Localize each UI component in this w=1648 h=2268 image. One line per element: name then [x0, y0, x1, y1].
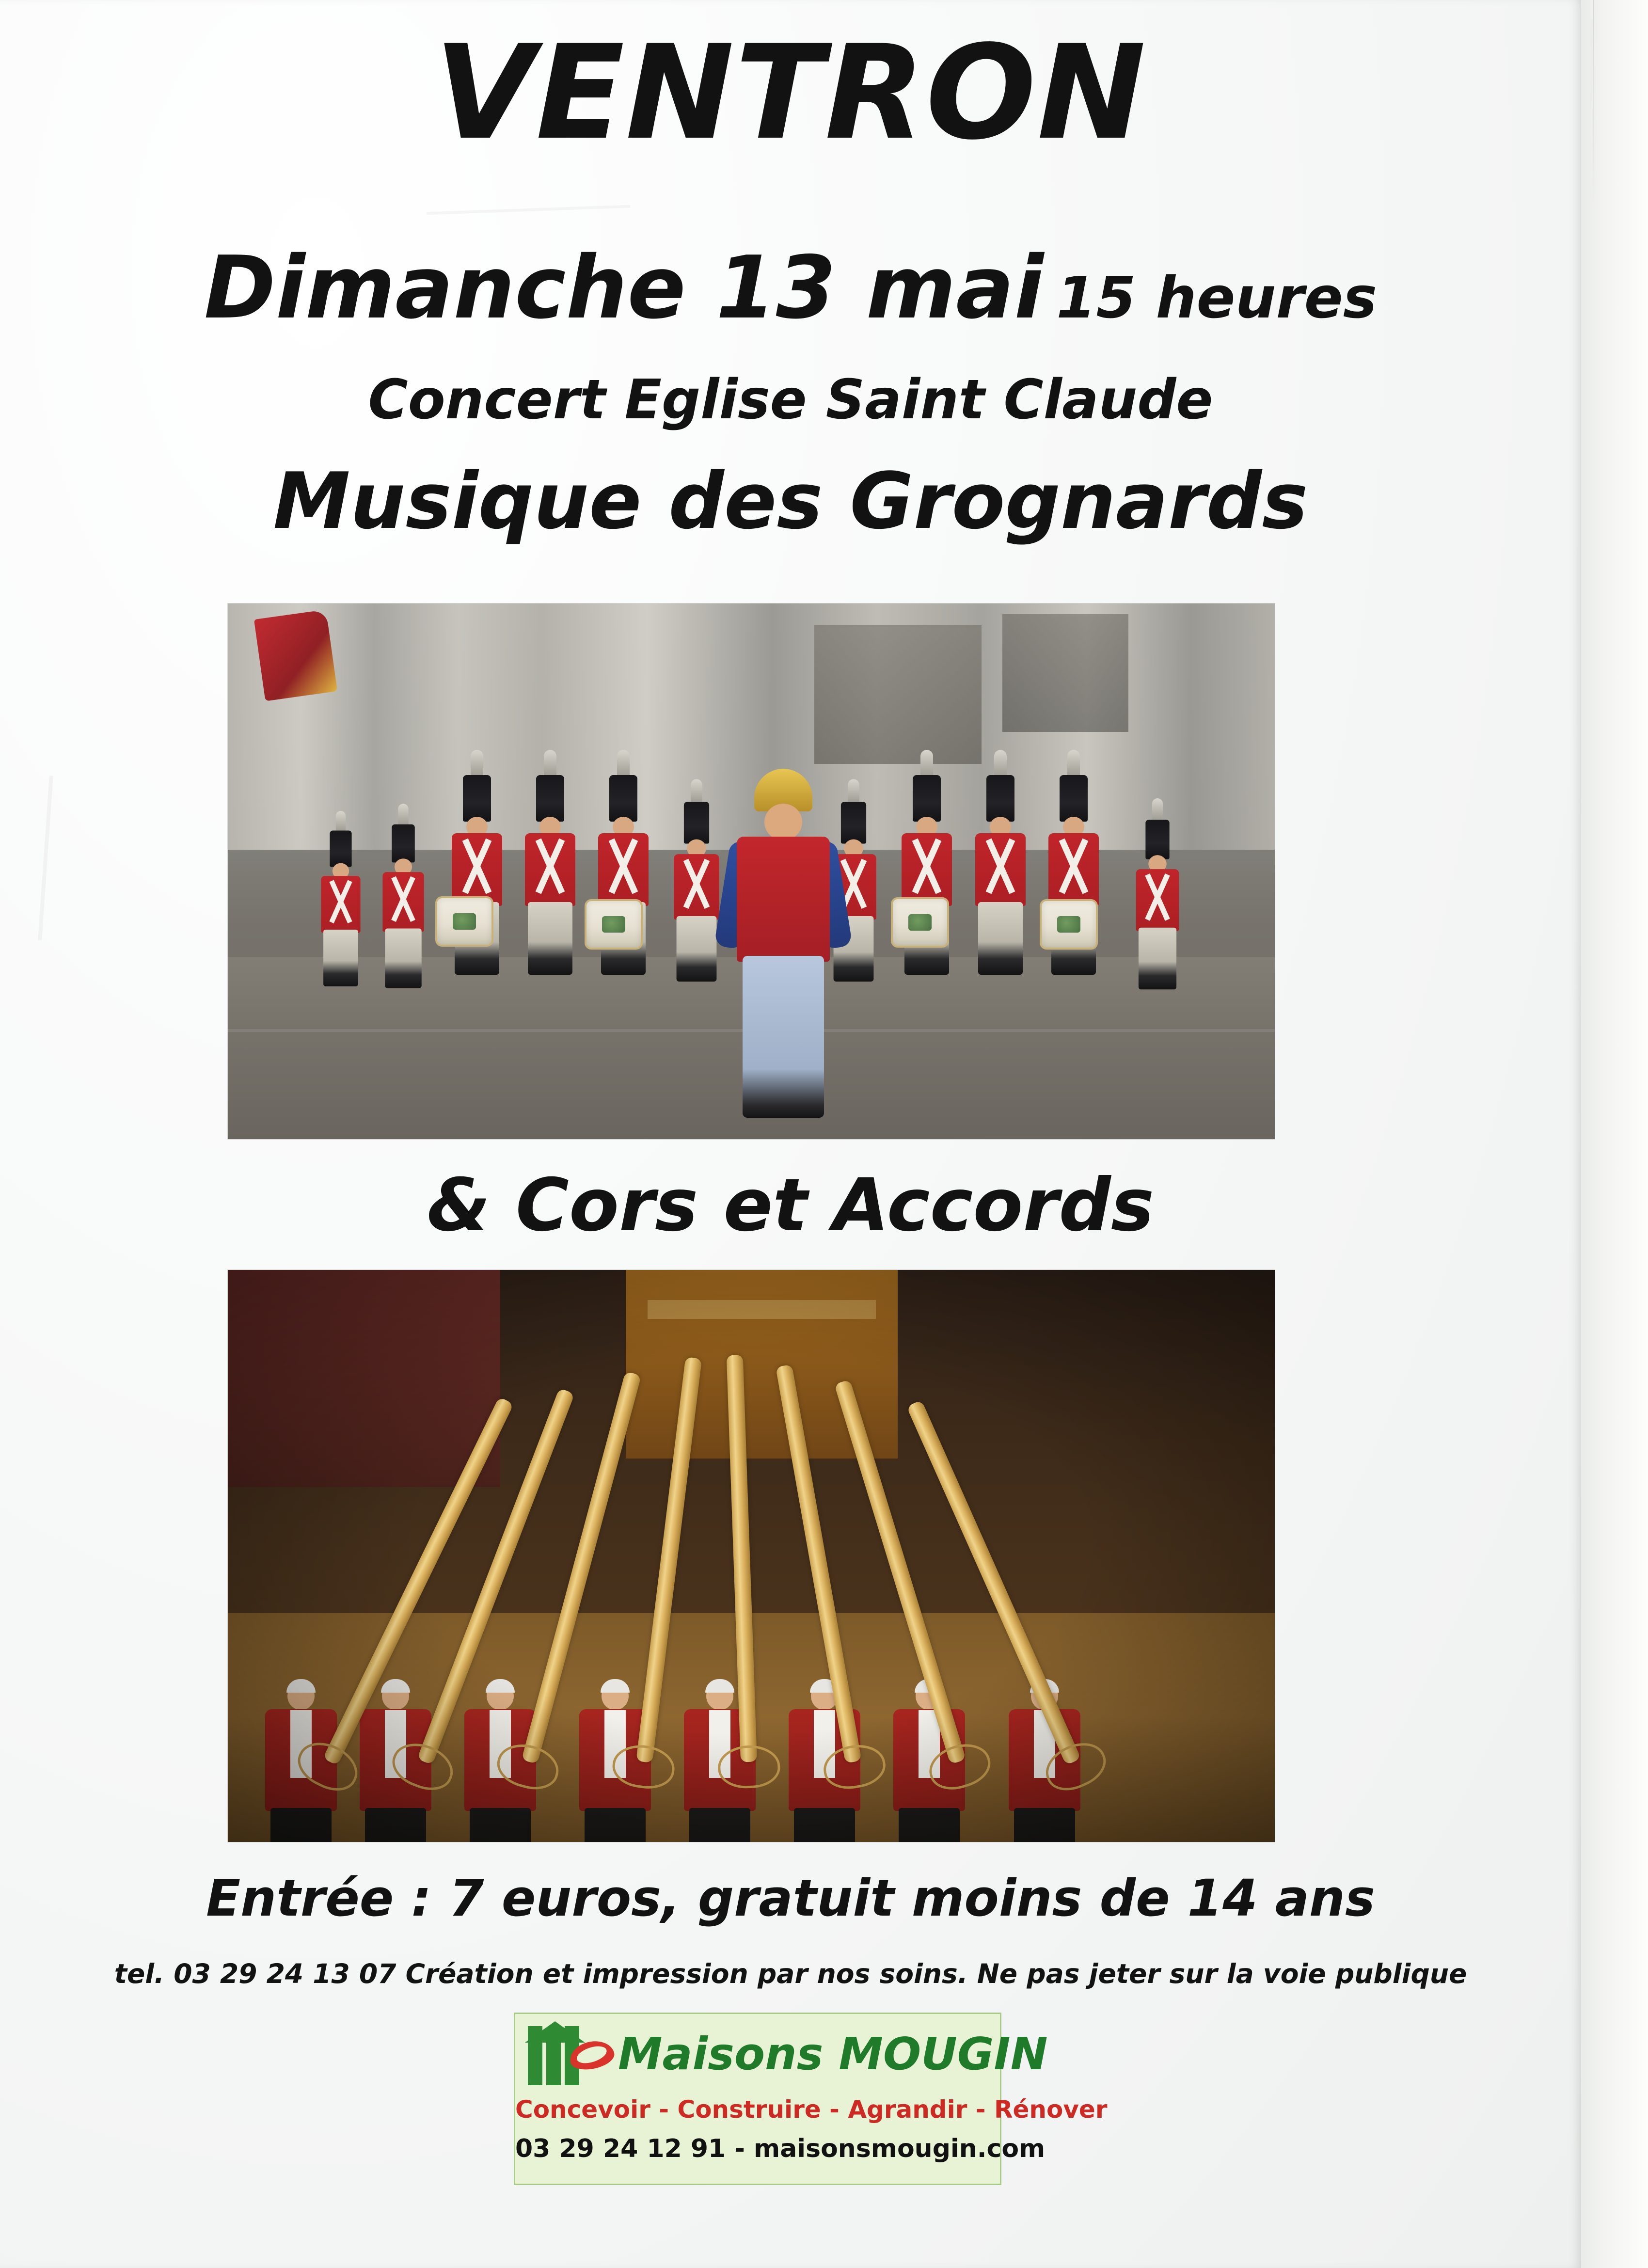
- photo-soldier: [670, 802, 723, 1091]
- house-logo-icon: [523, 2020, 615, 2088]
- photo-soldier: [448, 775, 506, 1107]
- photo-soldier: [898, 775, 956, 1107]
- band-primary-name: Musique des Grognards: [273, 456, 1308, 546]
- photo-soldier: [380, 824, 427, 1079]
- band-secondary-name: & Cors et Accords: [427, 1163, 1155, 1248]
- event-date-line: [0, 238, 1581, 338]
- photo-soldier: [1133, 820, 1182, 1084]
- photo-band-leader: [725, 769, 841, 1118]
- photo-fanfare-drummers: [228, 603, 1275, 1139]
- photo-soldier: [521, 775, 579, 1107]
- event-time: 15 heures: [1056, 264, 1378, 331]
- sponsor-contact: 03 29 24 12 91 - maisonsmougin.com: [515, 2134, 1046, 2163]
- event-date: Dimanche 13 mai: [204, 238, 1044, 338]
- photo-soldier: [1045, 775, 1103, 1107]
- page-fold-line: [1593, 0, 1594, 208]
- event-venue: Concert Eglise Saint Claude: [368, 368, 1213, 431]
- sponsor-header: [515, 2018, 1048, 2091]
- photo-vignette: [228, 1270, 1275, 1842]
- photo-soldier: [971, 775, 1030, 1107]
- page-title: VENTRON: [434, 17, 1147, 169]
- paper-crease-top: [427, 205, 630, 215]
- scan-page-edge: [1581, 0, 1648, 2268]
- photo-alphorn-ensemble: [228, 1270, 1275, 1842]
- contact-note: tel. 03 29 24 13 07 Création et impression par nos soins. Ne pas jeter sur la voie publique: [114, 1958, 1467, 1989]
- sponsor-services: Concevoir - Construire - Agrandir - Rénover: [515, 2095, 1108, 2124]
- ticket-price: Entrée : 7 euros, gratuit moins de 14 ans: [206, 1869, 1375, 1928]
- paper-crease-left: [38, 776, 53, 940]
- photo-soldier: [594, 775, 652, 1107]
- photo-soldier: [318, 830, 364, 1073]
- sponsor-block: [514, 2013, 1108, 2185]
- sponsor-name: Maisons MOUGIN: [618, 2028, 1048, 2080]
